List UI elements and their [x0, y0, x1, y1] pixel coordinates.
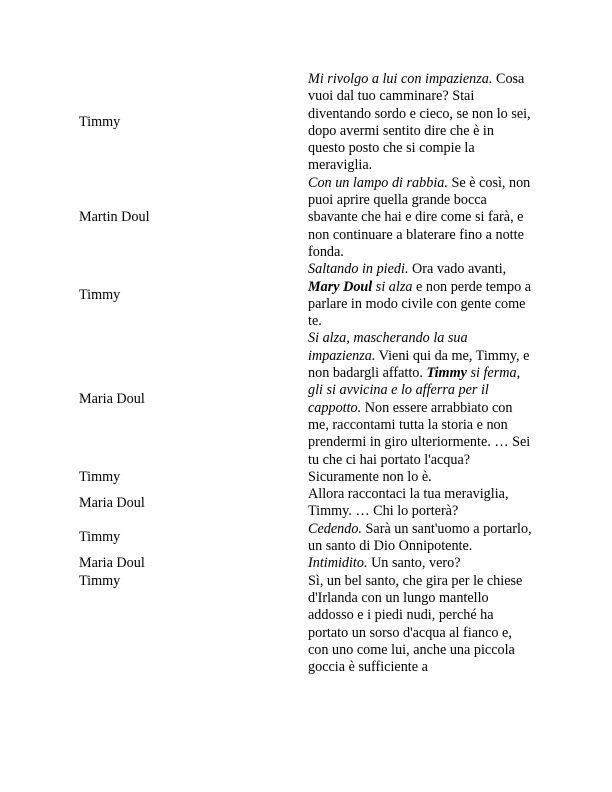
- speaker-name: Timmy: [79, 287, 121, 304]
- dialogue-line: [308, 175, 534, 261]
- dialogue-table: [79, 71, 539, 676]
- dialogue-row: [79, 175, 539, 261]
- character-name: Mary Doul: [308, 278, 373, 295]
- speaker-name: Timmy: [79, 468, 121, 485]
- speaker-name: Martin Doul: [79, 209, 150, 226]
- spoken-text: Ora vado avanti,: [408, 261, 507, 278]
- dialogue-line: [308, 555, 534, 572]
- spoken-text: Vieni qui da me, Timmy, e non badargli affatto.: [308, 347, 530, 382]
- dialogue-row: [79, 486, 539, 521]
- dialogue-row: [79, 330, 539, 468]
- speaker-name: Maria Doul: [79, 555, 145, 572]
- dialogue-line: [308, 573, 534, 677]
- spoken-text: Un santo, vero?: [367, 555, 461, 572]
- dialogue-row: [79, 555, 539, 572]
- character-name: Timmy: [426, 365, 467, 382]
- stage-direction: Cedendo.: [308, 520, 362, 537]
- spoken-text: Allora raccontaci la tua meraviglia, Timmy. … Chi lo porterà?: [308, 486, 509, 520]
- spoken-text: Non essere arrabbiato con me, raccontami tutta la storia e non prendermi in giro ulteriormente. … Sei tu che ci hai portato l'acqua?: [308, 399, 531, 468]
- dialogue-line: [308, 261, 534, 330]
- spoken-text: Sì, un bel santo, che gira per le chiese d'Irlanda con un lungo mantello addosso e i piedi nudi, perché ha portato un sorso d'acqua al fianco e, con uno come lui, anche una piccola goccia è sufficiente a: [308, 572, 523, 676]
- stage-direction: Mi rivolgo a lui con impazienza.: [308, 71, 493, 87]
- speaker-name: Timmy: [79, 572, 121, 589]
- dialogue-line: [308, 486, 534, 521]
- spoken-text: Se è così, non puoi aprire quella grande bocca sbavante che hai e dire come si farà, e non continuare a blaterare fino a notte fonda.: [308, 174, 531, 260]
- speaker-name: Maria Doul: [79, 494, 145, 511]
- dialogue-row: [79, 261, 539, 330]
- dialogue-line: [308, 521, 534, 556]
- dialogue-row: [79, 469, 539, 486]
- spoken-text: Cosa vuoi dal tuo camminare? Stai diventando sordo e cieco, se non lo sei, dopo avermi sentito dire che è in questo posto che si compie la meraviglia.: [308, 71, 531, 174]
- dialogue-line: [308, 71, 534, 175]
- stage-direction: si ferma, gli si avvicina e lo afferra per il cappotto.: [308, 365, 521, 416]
- stage-direction: Saltando in piedi.: [308, 261, 409, 278]
- spoken-text: e non perde tempo a parlare in modo civile con gente come te.: [308, 278, 532, 330]
- dialogue-line: [308, 469, 534, 486]
- spoken-text: Sicuramente non lo è.: [308, 468, 432, 485]
- stage-direction: Intimidito.: [308, 555, 368, 572]
- speaker-name: Maria Doul: [79, 390, 145, 407]
- speaker-name: Timmy: [79, 114, 121, 131]
- dialogue-row: [79, 71, 539, 175]
- stage-direction: Si alza, mascherando la sua impazienza.: [308, 330, 468, 364]
- stage-direction: Con un lampo di rabbia.: [308, 174, 448, 191]
- dialogue-row: [79, 573, 539, 677]
- dialogue-row: [79, 521, 539, 556]
- spoken-text: Sarà un sant'uomo a portarlo, un santo di Dio Onnipotente.: [308, 520, 532, 555]
- dialogue-line: [308, 330, 534, 468]
- stage-direction: si alza: [372, 278, 413, 295]
- speaker-name: Timmy: [79, 529, 121, 546]
